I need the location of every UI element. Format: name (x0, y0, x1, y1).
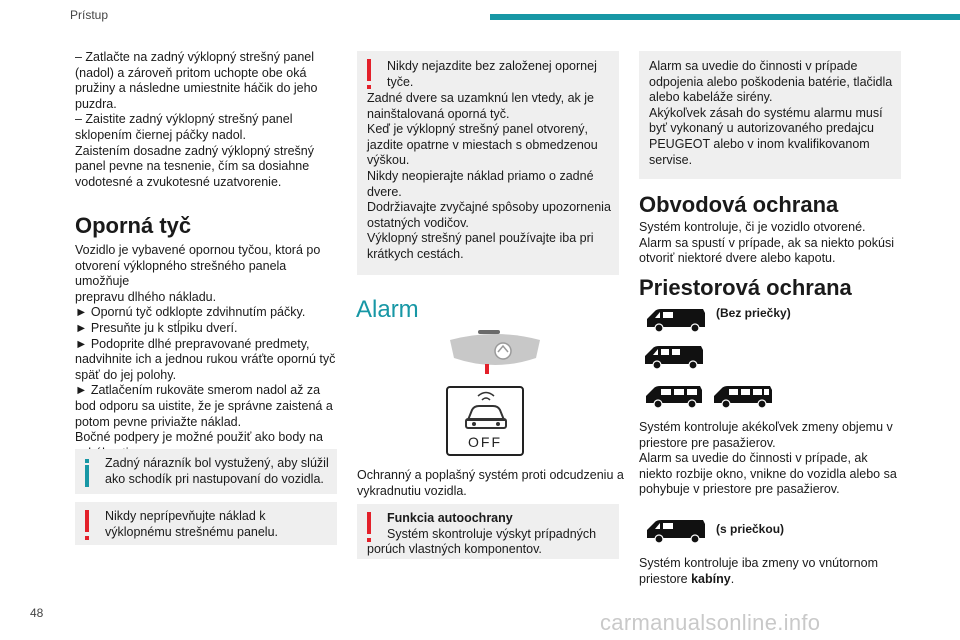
text-line: vodotesné a zvukotesné uzatvorenie. (75, 174, 282, 189)
text-line: Zadný nárazník bol vystužený, aby slúžil (105, 456, 329, 470)
text-line: Bočné podpery je možné použiť ako body na (75, 430, 323, 445)
van-long-icon (643, 342, 705, 370)
text-line: PEUGEOT alebo v inom kvalifikovanom (649, 136, 870, 151)
text-line: pohybuje v priestore pre pasažierov. (639, 482, 840, 497)
text-line: Vozidlo je vybavené opornou tyčou, ktorá po (75, 243, 321, 257)
heading-support-bar: Oporná tyč (75, 213, 192, 238)
text-line: vykradnutiu vozidla. (357, 483, 467, 498)
col1-body (75, 243, 343, 461)
text-line: Systém kontroluje iba zmeny vo vnútornom (639, 556, 878, 570)
info-note (75, 449, 337, 494)
col1-intro (75, 50, 340, 190)
mpv-icon (644, 381, 704, 409)
text-line: Systém kontroluje, či je vozidlo otvorené. (639, 220, 866, 234)
warning-icon (367, 512, 371, 534)
mpv-long-icon (712, 381, 774, 409)
alarm-description (357, 468, 627, 499)
text-line: priestore pre pasažierov. (639, 435, 776, 450)
text-line: pružiny a následne umiestnite háčik do jeho (75, 81, 318, 96)
with-partition-label: (s priečkou) (716, 522, 785, 536)
heading-volumetric: Priestorová ochrana (639, 275, 852, 300)
heading-alarm: Alarm (356, 296, 419, 323)
text-line: Nikdy nejazdite bez založenej opornej (387, 59, 597, 73)
text-line: byť vykonaný u autorizovaného predajcu (649, 121, 874, 136)
info-icon (85, 465, 89, 487)
text-line: ► Zatlačením rukoväte smerom nadol až za (75, 383, 321, 398)
text-line: tyče. (387, 74, 414, 89)
cabin-text (639, 556, 909, 587)
text-line: ostatných vodičov. (367, 215, 469, 230)
text-line: sklopením čiernej páčky nadol. (75, 127, 246, 142)
text-line: nadvihnite ich a jednou rukou vráťte opornú tyč (75, 352, 336, 367)
no-partition-label: (Bez priečky) (716, 306, 791, 320)
warning-icon (85, 510, 89, 532)
watermark: carmanualsonline.info (600, 610, 821, 635)
cabin-text-plain: priestore (639, 571, 692, 586)
text-line: Alarm sa uvedie do činnosti v prípade, ak (639, 451, 868, 466)
text-line: dvere. (367, 184, 402, 199)
cabin-text-bold: kabíny (691, 571, 731, 586)
warning-note-support-bar (357, 51, 619, 275)
alarm-off-button[interactable] (446, 386, 524, 456)
text-line: výklopnému strešnému panelu. (105, 524, 279, 539)
text-line: prepravu dlhého nákladu. (75, 289, 217, 304)
van-short-icon (645, 305, 707, 333)
text-line: otvoriť niektoré dvere alebo kapotu. (639, 251, 836, 266)
off-label: OFF (468, 434, 502, 450)
text-line: niekto rozbije okno, vnikne do vozidla alebo sa (639, 466, 897, 481)
text-line: Nikdy neprípevňujte náklad k (105, 509, 266, 523)
text-line: odpojenia alebo poškodenia batérie, tlačidla (649, 74, 893, 89)
text-line: krátkych cestách. (367, 246, 464, 261)
text-line: bod odporu sa uistite, že je správne zaistená a (75, 398, 333, 413)
text-line: Systém kontroluje akékoľvek zmeny objemu v (639, 420, 893, 434)
text-line: servise. (649, 152, 693, 167)
header-accent-bar (490, 14, 960, 20)
volumetric-text (639, 420, 909, 498)
text-line: Alarm sa uvedie do činnosti v prípade (649, 59, 858, 73)
cabin-text-end: . (730, 571, 735, 586)
text-line: porúch vlastných komponentov. (367, 542, 542, 556)
alarm-info-box (639, 51, 901, 179)
warning-icon (367, 59, 371, 81)
text-line: Systém skontroluje výskyt prípadných (387, 526, 597, 541)
perimeter-text (639, 220, 909, 267)
text-line: (nadol) a zároveň pritom uchopte obe oká (75, 65, 307, 80)
text-line: Alarm sa spustí v prípade, ak sa niekto pokúsi (639, 235, 894, 250)
text-line: Akýkoľvek zásah do systému alarmu musí (649, 105, 883, 120)
text-line: potom pevne priviažte náklad. (75, 414, 242, 429)
section-title: Prístup (70, 8, 109, 22)
text-line: ► Presuňte ju k stĺpiku dverí. (75, 320, 238, 335)
page-number: 48 (30, 606, 44, 620)
van-partition-icon (645, 516, 707, 544)
text-line: – Zaistite zadný výklopný strešný panel (75, 112, 293, 127)
text-line: Zadné dvere sa uzamknú len vtedy, ak je (367, 91, 594, 105)
autoprotect-title: Funkcia autoochrany (387, 511, 513, 525)
text-line: ako schodík pri nastupovaní do vozidla. (105, 471, 324, 486)
text-line: späť do jej polohy. (75, 367, 177, 382)
text-line: Dodržiavajte zvyčajné spôsoby upozornenia (367, 200, 611, 215)
warning-note (75, 502, 337, 545)
text-line: jazdite opatrne v miestach s obmedzenou (367, 137, 598, 152)
text-line: nainštalovaná oporná tyč. (367, 106, 510, 121)
warning-note-autoprotect (357, 504, 619, 559)
text-line: Keď je výklopný strešný panel otvorený, (367, 122, 588, 137)
text-line: Ochranný a poplašný systém proti odcudzeniu a (357, 468, 624, 482)
text-line: – Zatlačte na zadný výklopný strešný panel (75, 50, 315, 64)
text-line: panel pevne na tesnenie, čím sa dosiahne (75, 159, 310, 174)
text-line: Zaistením dosadne zadný výklopný strešný (75, 143, 315, 158)
text-line: ► Opornú tyč odklopte zdvihnutím páčky. (75, 305, 306, 320)
ceiling-console-illustration (440, 328, 550, 378)
text-line: Výklopný strešný panel používajte iba pri (367, 231, 594, 246)
text-line: Nikdy neopierajte náklad priamo o zadné (367, 168, 594, 183)
text-line: výškou. (367, 153, 410, 168)
text-line (639, 572, 909, 588)
text-line: otvorení výklopného strešného panela umožňuje (75, 258, 287, 289)
text-line: puzdra. (75, 96, 117, 111)
text-line: ► Podoprite dlhé prepravované predmety, (75, 336, 310, 351)
text-line: alebo kabeláže sirény. (649, 90, 773, 105)
heading-perimeter: Obvodová ochrana (639, 192, 839, 217)
